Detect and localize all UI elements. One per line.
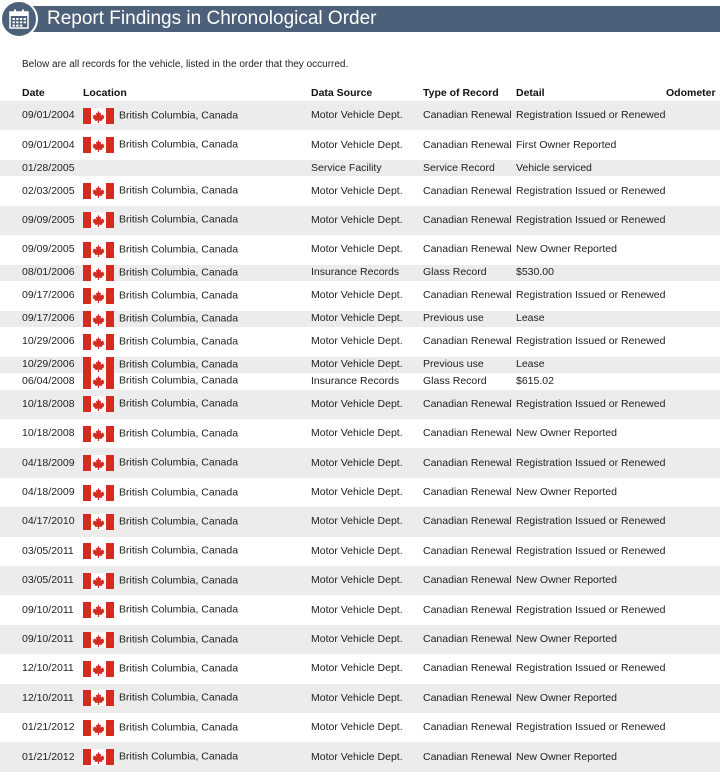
cell-location <box>83 742 311 771</box>
canada-flag-icon <box>83 514 114 530</box>
canada-flag-icon <box>83 602 114 618</box>
cell-detail: Registration Issued or Renewed <box>516 721 666 734</box>
table-row <box>0 160 720 177</box>
cell-source: Motor Vehicle Dept. <box>311 633 403 646</box>
location-text: British Columbia, Canada <box>119 358 239 371</box>
location-text: British Columbia, Canada <box>119 456 239 469</box>
cell-detail: New Owner Reported <box>516 243 617 256</box>
location-text: British Columbia, Canada <box>119 335 239 348</box>
cell-type: Canadian Renewal <box>423 662 512 675</box>
table-row <box>0 566 720 595</box>
cell-detail: Registration Issued or Renewed <box>516 213 666 226</box>
cell-source: Motor Vehicle Dept. <box>311 721 403 734</box>
cell-date: 09/01/2004 <box>22 109 75 122</box>
cell-detail: $615.02 <box>516 374 554 387</box>
cell-date: 09/17/2006 <box>22 289 75 302</box>
cell-odometer <box>666 448 720 477</box>
cell-detail: New Owner Reported <box>516 750 617 763</box>
col-header-type: Type of Record <box>423 86 499 99</box>
location-text: British Columbia, Canada <box>119 213 239 226</box>
cell-odometer <box>666 130 720 159</box>
canada-flag-icon <box>83 543 114 559</box>
cell-date: 01/21/2012 <box>22 750 75 763</box>
cell-date: 03/05/2011 <box>22 574 74 587</box>
cell-type: Canadian Renewal <box>423 184 512 197</box>
cell-location <box>83 390 311 419</box>
table-row <box>0 235 720 264</box>
cell-detail: New Owner Reported <box>516 633 617 646</box>
col-header-location: Location <box>83 86 127 99</box>
cell-location <box>83 311 311 328</box>
report-header <box>0 0 720 36</box>
cell-detail: Registration Issued or Renewed <box>516 662 666 675</box>
cell-date: 09/09/2005 <box>22 243 75 256</box>
table-row <box>0 448 720 477</box>
cell-type: Glass Record <box>423 266 487 279</box>
cell-detail: First Owner Reported <box>516 138 617 151</box>
cell-odometer <box>666 176 720 205</box>
cell-date: 09/01/2004 <box>22 138 75 151</box>
location-text: British Columbia, Canada <box>119 312 239 325</box>
canada-flag-icon <box>83 334 114 350</box>
intro-text: Below are all records for the vehicle, listed in the order that they occurred. <box>22 59 349 70</box>
cell-date: 09/10/2011 <box>22 633 74 646</box>
location-text: British Columbia, Canada <box>119 750 239 763</box>
cell-source: Motor Vehicle Dept. <box>311 397 403 410</box>
table-row <box>0 373 720 390</box>
location-text: British Columbia, Canada <box>119 721 239 734</box>
table-row <box>0 742 720 771</box>
cell-date: 03/05/2011 <box>22 544 74 557</box>
cell-type: Canadian Renewal <box>423 574 512 587</box>
canada-flag-icon <box>83 183 114 199</box>
cell-source: Motor Vehicle Dept. <box>311 750 403 763</box>
cell-location <box>83 595 311 624</box>
cell-location <box>83 419 311 448</box>
cell-source: Insurance Records <box>311 266 400 279</box>
cell-detail: Registration Issued or Renewed <box>516 184 666 197</box>
cell-type: Canadian Renewal <box>423 486 512 499</box>
cell-detail: New Owner Reported <box>516 427 617 440</box>
cell-date: 02/03/2005 <box>22 184 75 197</box>
cell-source: Motor Vehicle Dept. <box>311 312 403 325</box>
canada-flag-icon <box>83 108 114 124</box>
canada-flag-icon <box>83 485 114 501</box>
table-row <box>0 281 720 310</box>
cell-odometer <box>666 235 720 264</box>
location-text: British Columbia, Canada <box>119 574 239 587</box>
cell-type: Canadian Renewal <box>423 138 512 151</box>
cell-location <box>83 235 311 264</box>
cell-type: Canadian Renewal <box>423 397 512 410</box>
cell-source: Motor Vehicle Dept. <box>311 427 403 440</box>
cell-detail: Registration Issued or Renewed <box>516 109 666 122</box>
col-header-detail: Detail <box>516 86 545 99</box>
table-row <box>0 595 720 624</box>
table-row <box>0 327 720 356</box>
location-text: British Columbia, Canada <box>119 289 239 302</box>
calendar-icon <box>0 0 38 38</box>
table-row <box>0 478 720 507</box>
table-row <box>0 265 720 282</box>
canada-flag-icon <box>83 242 114 258</box>
cell-location <box>83 130 311 159</box>
cell-date: 12/10/2011 <box>22 662 74 675</box>
cell-location <box>83 281 311 310</box>
records-table <box>0 84 720 772</box>
cell-source: Motor Vehicle Dept. <box>311 544 403 557</box>
canada-flag-icon <box>83 632 114 648</box>
cell-detail: Registration Issued or Renewed <box>516 544 666 557</box>
cell-detail: Vehicle serviced <box>516 161 592 174</box>
cell-location <box>83 654 311 683</box>
location-text: British Columbia, Canada <box>119 266 239 279</box>
table-header-row <box>0 84 720 101</box>
cell-type: Canadian Renewal <box>423 289 512 302</box>
cell-detail: New Owner Reported <box>516 691 617 704</box>
location-text: British Columbia, Canada <box>119 427 239 440</box>
cell-location <box>83 713 311 742</box>
cell-source: Motor Vehicle Dept. <box>311 603 403 616</box>
cell-detail: Lease <box>516 312 545 325</box>
cell-source: Motor Vehicle Dept. <box>311 456 403 469</box>
cell-location <box>83 373 311 390</box>
cell-location <box>83 537 311 566</box>
cell-source: Motor Vehicle Dept. <box>311 184 403 197</box>
cell-detail: Lease <box>516 358 545 371</box>
canada-flag-icon <box>83 288 114 304</box>
cell-type: Canadian Renewal <box>423 456 512 469</box>
cell-detail: Registration Issued or Renewed <box>516 603 666 616</box>
canada-flag-icon <box>83 749 114 765</box>
table-row <box>0 625 720 654</box>
location-text: British Columbia, Canada <box>119 243 239 256</box>
cell-source: Motor Vehicle Dept. <box>311 486 403 499</box>
cell-location <box>83 625 311 654</box>
cell-source: Motor Vehicle Dept. <box>311 515 403 528</box>
cell-location <box>83 101 311 130</box>
cell-date: 09/17/2006 <box>22 312 75 325</box>
cell-source: Motor Vehicle Dept. <box>311 138 403 151</box>
cell-type: Canadian Renewal <box>423 335 512 348</box>
cell-source: Motor Vehicle Dept. <box>311 243 403 256</box>
location-text: British Columbia, Canada <box>119 397 239 410</box>
cell-date: 10/29/2006 <box>22 335 75 348</box>
cell-date: 01/28/2005 <box>22 161 75 174</box>
page-title: Report Findings in Chronological Order <box>47 8 377 29</box>
cell-location <box>83 327 311 356</box>
cell-detail: Registration Issued or Renewed <box>516 397 666 410</box>
cell-date: 04/18/2009 <box>22 456 75 469</box>
cell-type: Canadian Renewal <box>423 750 512 763</box>
cell-source: Motor Vehicle Dept. <box>311 289 403 302</box>
col-header-date: Date <box>22 86 45 99</box>
table-row <box>0 390 720 419</box>
cell-odometer <box>666 327 720 356</box>
cell-location <box>83 684 311 713</box>
cell-type: Canadian Renewal <box>423 544 512 557</box>
table-row <box>0 684 720 713</box>
canada-flag-icon <box>83 426 114 442</box>
cell-detail: Registration Issued or Renewed <box>516 335 666 348</box>
cell-type: Canadian Renewal <box>423 633 512 646</box>
cell-detail: Registration Issued or Renewed <box>516 289 666 302</box>
cell-date: 12/10/2011 <box>22 691 74 704</box>
cell-odometer <box>666 684 720 713</box>
cell-location <box>83 507 311 536</box>
canada-flag-icon <box>83 396 114 412</box>
location-text: British Columbia, Canada <box>119 184 239 197</box>
cell-odometer <box>666 537 720 566</box>
cell-odometer <box>666 373 720 390</box>
cell-date: 10/29/2006 <box>22 358 75 371</box>
cell-odometer <box>666 265 720 282</box>
cell-date: 10/18/2008 <box>22 397 75 410</box>
canada-flag-icon <box>83 212 114 228</box>
cell-location <box>83 478 311 507</box>
canada-flag-icon <box>83 357 114 373</box>
cell-odometer <box>666 357 720 374</box>
location-text: British Columbia, Canada <box>119 486 239 499</box>
table-row <box>0 419 720 448</box>
cell-source: Motor Vehicle Dept. <box>311 358 403 371</box>
canada-flag-icon <box>83 661 114 677</box>
canada-flag-icon <box>83 720 114 736</box>
cell-source: Motor Vehicle Dept. <box>311 691 403 704</box>
cell-source: Service Facility <box>311 161 382 174</box>
col-header-source: Data Source <box>311 86 373 99</box>
col-header-odometer: Odometer <box>666 86 716 99</box>
table-row <box>0 206 720 235</box>
canada-flag-icon <box>83 373 114 389</box>
cell-odometer <box>666 419 720 448</box>
cell-date: 09/10/2011 <box>22 603 74 616</box>
cell-location <box>83 160 311 177</box>
cell-location <box>83 206 311 235</box>
cell-type: Canadian Renewal <box>423 603 512 616</box>
cell-type: Canadian Renewal <box>423 721 512 734</box>
canada-flag-icon <box>83 690 114 706</box>
cell-odometer <box>666 478 720 507</box>
cell-type: Previous use <box>423 312 484 325</box>
cell-odometer <box>666 160 720 177</box>
cell-date: 04/18/2009 <box>22 486 75 499</box>
cell-type: Canadian Renewal <box>423 427 512 440</box>
cell-type: Canadian Renewal <box>423 515 512 528</box>
cell-odometer <box>666 654 720 683</box>
location-text: British Columbia, Canada <box>119 109 239 122</box>
cell-date: 01/21/2012 <box>22 721 75 734</box>
location-text: British Columbia, Canada <box>119 662 239 675</box>
cell-location <box>83 357 311 374</box>
cell-type: Canadian Renewal <box>423 213 512 226</box>
cell-type: Previous use <box>423 358 484 371</box>
cell-odometer <box>666 713 720 742</box>
canada-flag-icon <box>83 265 114 281</box>
cell-odometer <box>666 311 720 328</box>
cell-location <box>83 265 311 282</box>
cell-source: Motor Vehicle Dept. <box>311 213 403 226</box>
cell-date: 04/17/2010 <box>22 515 75 528</box>
cell-source: Motor Vehicle Dept. <box>311 574 403 587</box>
cell-date: 10/18/2008 <box>22 427 75 440</box>
location-text: British Columbia, Canada <box>119 633 239 646</box>
location-text: British Columbia, Canada <box>119 138 239 151</box>
cell-odometer <box>666 281 720 310</box>
cell-type: Canadian Renewal <box>423 109 512 122</box>
cell-odometer <box>666 742 720 771</box>
cell-location <box>83 566 311 595</box>
location-text: British Columbia, Canada <box>119 515 239 528</box>
cell-odometer <box>666 390 720 419</box>
cell-type: Canadian Renewal <box>423 243 512 256</box>
cell-detail: Registration Issued or Renewed <box>516 515 666 528</box>
cell-detail: New Owner Reported <box>516 486 617 499</box>
cell-source: Insurance Records <box>311 374 400 387</box>
cell-detail: Registration Issued or Renewed <box>516 456 666 469</box>
cell-detail: $530.00 <box>516 266 554 279</box>
cell-type: Canadian Renewal <box>423 691 512 704</box>
cell-odometer <box>666 101 720 130</box>
cell-type: Service Record <box>423 161 495 174</box>
cell-date: 09/09/2005 <box>22 213 75 226</box>
location-text: British Columbia, Canada <box>119 691 239 704</box>
table-row <box>0 176 720 205</box>
location-text: British Columbia, Canada <box>119 374 239 387</box>
cell-odometer <box>666 625 720 654</box>
location-text: British Columbia, Canada <box>119 603 239 616</box>
table-row <box>0 537 720 566</box>
table-row <box>0 654 720 683</box>
cell-date: 08/01/2006 <box>22 266 75 279</box>
cell-odometer <box>666 507 720 536</box>
cell-date: 06/04/2008 <box>22 374 75 387</box>
canada-flag-icon <box>83 311 114 327</box>
cell-odometer <box>666 206 720 235</box>
records-body <box>0 101 720 772</box>
cell-odometer <box>666 566 720 595</box>
location-text: British Columbia, Canada <box>119 544 239 557</box>
canada-flag-icon <box>83 455 114 471</box>
cell-source: Motor Vehicle Dept. <box>311 335 403 348</box>
table-row <box>0 357 720 374</box>
canada-flag-icon <box>83 573 114 589</box>
cell-odometer <box>666 595 720 624</box>
table-row <box>0 713 720 742</box>
canada-flag-icon <box>83 137 114 153</box>
table-row <box>0 311 720 328</box>
cell-source: Motor Vehicle Dept. <box>311 662 403 675</box>
table-row <box>0 101 720 130</box>
cell-type: Glass Record <box>423 374 487 387</box>
cell-source: Motor Vehicle Dept. <box>311 109 403 122</box>
table-row <box>0 507 720 536</box>
table-row <box>0 130 720 159</box>
cell-location <box>83 448 311 477</box>
cell-detail: New Owner Reported <box>516 574 617 587</box>
cell-location <box>83 176 311 205</box>
